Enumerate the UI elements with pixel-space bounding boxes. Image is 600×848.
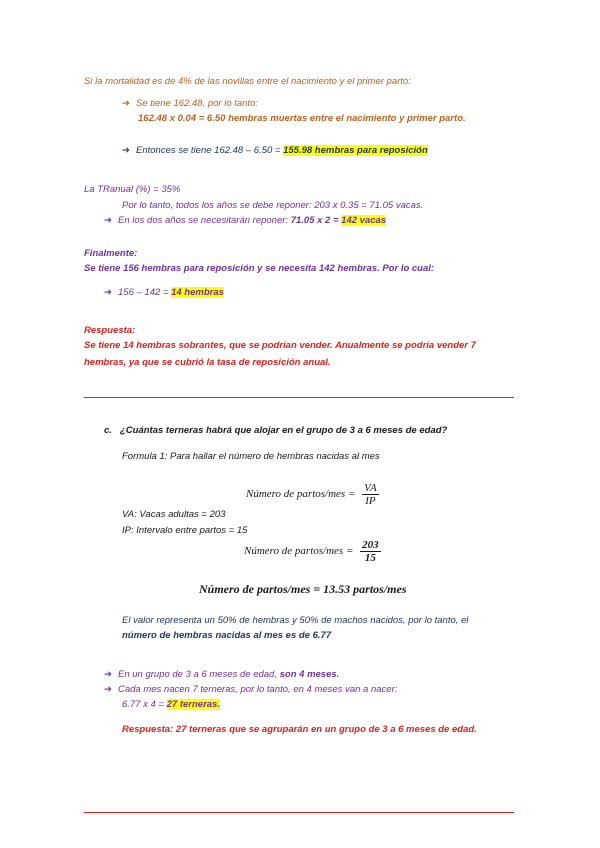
equation-2: Número de partos/mes = $\frac{203}{15}$ <box>244 539 379 564</box>
right-arrow-icon: ➔ <box>122 98 130 109</box>
right-arrow-icon: ➔ <box>104 215 112 226</box>
right-arrow-icon: ➔ <box>104 287 112 298</box>
question-c: c. ¿Cuántas terneras habrá que alojar en el grupo de 3 a 6 meses de edad? <box>104 425 448 436</box>
finally-text: Se tiene 156 hembras para reposición y se necesita 142 hembras. Por lo cual: <box>84 263 435 274</box>
bottom-divider <box>84 812 514 813</box>
group-months: ➔ En un grupo de 3 a 6 meses de edad, son 4 meses. <box>104 669 340 680</box>
births-calc: 6.77 x 4 = 27 terneras. <box>122 699 220 710</box>
right-arrow-icon: ➔ <box>104 669 112 680</box>
answer-line-2: hembras, ya que se cubrió la tasa de reposición anual. <box>84 357 331 368</box>
answer-line-1: Se tiene 14 hembras sobrantes, que se podrían vender. Anualmente se podría vender 7 <box>84 340 476 351</box>
mortality-step-1: ➔ Se tiene 162.48, por lo tanto: <box>122 98 259 109</box>
tr-yearly: Por lo tanto, todos los años se debe reponer: 203 x 0.35 = 71.05 vacas. <box>122 200 424 211</box>
value-explanation-2: número de hembras nacidas al mes es de 6.77 <box>122 630 332 641</box>
reposition-result: ➔ Entonces se tiene 162.48 – 6.50 = 155.98 hembras para reposición <box>122 145 428 156</box>
finally-label: Finalmente: <box>84 248 138 259</box>
tr-two-years: ➔ En los dos años se necesitarán reponer: 71.05 x 2 = 142 vacas <box>104 215 387 226</box>
answer-c: Respuesta: 27 terneras que se agruparán en un grupo de 3 a 6 meses de edad. <box>122 724 477 735</box>
va-definition: VA: Vacas adultas = 203 <box>122 509 226 520</box>
ip-definition: IP: Intervalo entre partos = 15 <box>122 525 248 536</box>
equation-1: Número de partos/mes = $\frac{VA}{IP}$ <box>246 482 377 507</box>
formula-label: Formula 1: Para hallar el número de hembras nacidas al mes <box>122 451 380 462</box>
right-arrow-icon: ➔ <box>122 145 130 156</box>
finally-calc: ➔ 156 – 142 = 14 hembras <box>104 287 224 298</box>
tr-annual: La TRanual (%) = 35% <box>84 184 181 195</box>
section-divider <box>84 397 514 398</box>
right-arrow-icon: ➔ <box>104 684 112 695</box>
value-explanation-1: El valor representa un 50% de hembras y 50% de machos nacidos, por lo tanto, el <box>122 615 469 626</box>
answer-label: Respuesta: <box>84 325 136 336</box>
equation-3: Número de partos/mes = 13.53 partos/mes <box>199 582 407 596</box>
monthly-births: ➔ Cada mes nacen 7 terneras, por lo tanto, en 4 meses van a nacer: <box>104 684 398 695</box>
mortality-intro: Si la mortalidad es de 4% de las novillas entre el nacimiento y el primer parto: <box>84 76 411 87</box>
mortality-calc: 162.48 x 0.04 = 6.50 hembras muertas entre el nacimiento y primer parto. <box>138 113 466 124</box>
